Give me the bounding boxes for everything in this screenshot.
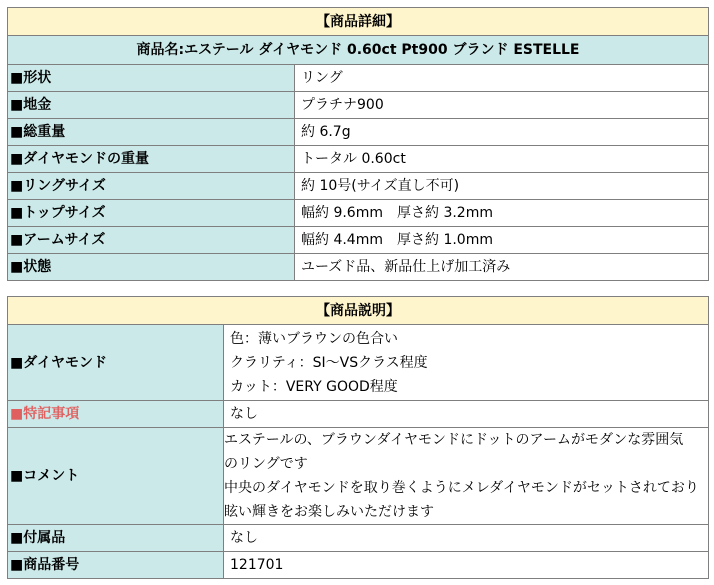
arm-size-label: ■アームサイズ: [8, 227, 295, 254]
diamond-cut: カット：VERY GOOD程度: [230, 378, 398, 395]
ring-size-value: 約 10号(サイズ直し不可): [295, 173, 709, 200]
description-header: 【商品説明】: [8, 297, 709, 325]
item-number-label: ■商品番号: [8, 552, 224, 579]
shape-value: リング: [295, 65, 709, 92]
comment-line: 中央のダイヤモンドを取り巻くようにメレダイヤモンドがセットされており: [224, 480, 699, 496]
accessories-label: ■付属品: [8, 525, 224, 552]
metal-label: ■地金: [8, 92, 295, 119]
diamond-weight-label: ■ダイヤモンドの重量: [8, 146, 295, 173]
total-weight-label: ■総重量: [8, 119, 295, 146]
product-details-table: [7, 7, 709, 281]
diamond-clarity: クラリティ：SI～VSクラス程度: [230, 354, 428, 371]
ring-size-label: ■リングサイズ: [8, 173, 295, 200]
item-number-value: 121701: [224, 552, 709, 579]
shape-label: ■形状: [8, 65, 295, 92]
special-notes-label: ■特記事項: [8, 401, 224, 428]
total-weight-value: 約 6.7g: [295, 119, 709, 146]
comment-text: [224, 428, 709, 525]
top-size-value: 幅約 9.6mm 厚さ約 3.2mm: [295, 200, 709, 227]
arm-size-value: 幅約 4.4mm 厚さ約 1.0mm: [295, 227, 709, 254]
diamond-label: ■ダイヤモンド: [8, 325, 224, 401]
comment-line: エステールの、ブラウンダイヤモンドにドットのアームがモダンな雰囲気: [224, 432, 684, 448]
condition-label: ■状態: [8, 254, 295, 281]
accessories-value: なし: [224, 525, 709, 552]
details-header: 【商品詳細】: [8, 8, 709, 36]
condition-value: ユーズド品、新品仕上げ加工済み: [295, 254, 709, 281]
comment-line: 眩い輝きをお楽しみいただけます: [224, 504, 434, 520]
product-description-table: [7, 296, 709, 579]
comment-line: のリングです: [224, 456, 308, 472]
diamond-details: [224, 325, 709, 401]
product-name: 商品名:エステール ダイヤモンド 0.60ct Pt900 ブランド ESTELLE: [8, 36, 709, 65]
top-size-label: ■トップサイズ: [8, 200, 295, 227]
diamond-color: 色：薄いブラウンの色合い: [230, 330, 398, 347]
metal-value: プラチナ900: [295, 92, 709, 119]
special-notes-value: なし: [224, 401, 709, 428]
diamond-weight-value: トータル 0.60ct: [295, 146, 709, 173]
comment-label: ■コメント: [8, 428, 224, 525]
